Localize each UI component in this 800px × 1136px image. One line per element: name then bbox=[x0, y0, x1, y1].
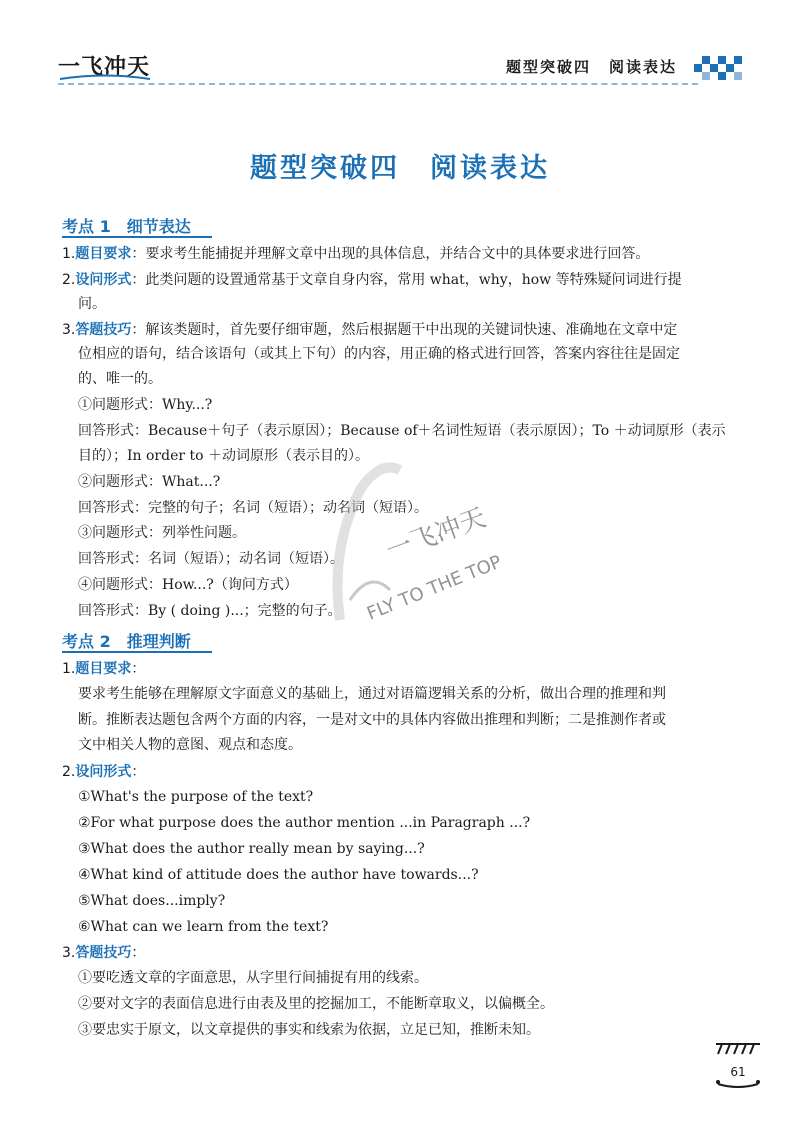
item-text: ：解该类题时，首先要仔细审题，然后根据题干中出现的关键词快速、准确地在文章中定 bbox=[131, 322, 678, 338]
item-1-2-cont: 问。 bbox=[78, 296, 106, 312]
item-text: ：要求考生能捕捉并理解文章中出现的具体信息，并结合文中的具体要求进行回答。 bbox=[131, 246, 650, 262]
watermark-cn: 一飞冲天 bbox=[382, 502, 491, 567]
item-number: 1. bbox=[62, 246, 76, 262]
item-label: 设问形式 bbox=[75, 764, 132, 780]
item-1-3-cont: 位相应的语句，结合该语句（或其上下句）的内容，用正确的格式进行回答，答案内容往往是固定 bbox=[78, 346, 680, 362]
item-1-2 bbox=[62, 270, 682, 290]
section-heading-1: 考点 1 细节表达 bbox=[62, 217, 191, 236]
item-1-1 bbox=[62, 244, 649, 264]
item-label: 答题技巧 bbox=[75, 945, 132, 961]
item-2-2 bbox=[62, 762, 145, 782]
question-6: ⑥What can we learn from the text? bbox=[78, 919, 329, 935]
logo-swoosh-icon bbox=[60, 74, 150, 82]
checker-pattern-icon bbox=[694, 48, 742, 80]
sub-line-5: 回答形式：完整的句子；名词（短语）；动名词（短语）。 bbox=[78, 500, 428, 516]
section-heading-2: 考点 2 推理判断 bbox=[62, 632, 191, 651]
page-header bbox=[0, 0, 800, 90]
item-text: ：此类问题的设置通常基于文章自身内容，常用 what，why，how 等特殊疑问词进行提 bbox=[131, 272, 682, 288]
sub-line-2: 回答形式：Because＋句子（表示原因）；Because of＋名词性短语（表示原因）；To ＋动词原形（表示 bbox=[78, 423, 726, 439]
watermark-logo-icon bbox=[320, 450, 550, 630]
watermark-en: FLY TO THE TOP bbox=[364, 551, 505, 625]
item-1-3 bbox=[62, 320, 677, 340]
header-topic-name: 阅读表达 bbox=[609, 58, 678, 76]
item-label: 题目要求 bbox=[75, 246, 132, 262]
item-2-1 bbox=[62, 659, 145, 679]
page-number: 61 bbox=[730, 1065, 746, 1079]
logo-text: 一飞冲天 bbox=[58, 55, 151, 80]
item-text: ： bbox=[131, 661, 146, 677]
question-1: ①What's the purpose of the text? bbox=[78, 789, 314, 805]
item-2-3 bbox=[62, 943, 145, 963]
item-number: 3. bbox=[62, 322, 76, 338]
sub-line-6: ③问题形式：列举性问题。 bbox=[78, 525, 246, 541]
page-title: 题型突破四 阅读表达 bbox=[250, 153, 550, 184]
tip-1: ①要吃透文章的字面意思，从字里行间捕捉有用的线索。 bbox=[78, 970, 428, 986]
para-line-2: 断。推断表达题包含两个方面的内容，一是对文中的具体内容做出推理和判断；二是推测作者或 bbox=[78, 712, 666, 728]
sub-line-4: ②问题形式：What...? bbox=[78, 474, 221, 490]
question-4: ④What kind of attitude does the author have towards...? bbox=[78, 867, 479, 883]
header-part: 题型突破四 bbox=[506, 58, 592, 76]
item-number: 1. bbox=[62, 661, 76, 677]
section-underline-2 bbox=[62, 651, 212, 653]
header-divider bbox=[58, 83, 698, 85]
question-2: ②For what purpose does the author mention ...in Paragraph ...? bbox=[78, 815, 531, 831]
section-underline-1 bbox=[62, 236, 212, 238]
sub-line-8: ④问题形式：How...?（询问方式） bbox=[78, 577, 298, 593]
item-1-3-cont2: 的、唯一的。 bbox=[78, 371, 162, 387]
item-text: ： bbox=[131, 764, 146, 780]
sub-line-7: 回答形式：名词（短语）；动名词（短语）。 bbox=[78, 551, 344, 567]
question-3: ③What does the author really mean by saying...? bbox=[78, 841, 425, 857]
item-number: 3. bbox=[62, 945, 76, 961]
para-line-3: 文中相关人物的意图、观点和态度。 bbox=[78, 737, 302, 753]
item-text: ： bbox=[131, 945, 146, 961]
item-number: 2. bbox=[62, 764, 76, 780]
sub-line-9: 回答形式：By ( doing )...；完整的句子。 bbox=[78, 603, 342, 619]
tip-3: ③要忠实于原文，以文章提供的事实和线索为依据，立足已知，推断未知。 bbox=[78, 1022, 540, 1038]
tip-2: ②要对文字的表面信息进行由表及里的挖掘加工，不能断章取义，以偏概全。 bbox=[78, 996, 554, 1012]
item-label: 设问形式 bbox=[75, 272, 132, 288]
item-label: 答题技巧 bbox=[75, 322, 132, 338]
para-line-1: 要求考生能够在理解原文字面意义的基础上，通过对语篇逻辑关系的分析，做出合理的推理和判 bbox=[78, 686, 666, 702]
sub-line-1: ①问题形式：Why...? bbox=[78, 397, 213, 413]
sub-line-3: 目的）；In order to ＋动词原形（表示目的）。 bbox=[78, 448, 370, 464]
item-label: 题目要求 bbox=[75, 661, 132, 677]
header-topic bbox=[506, 56, 695, 77]
question-5: ⑤What does...imply? bbox=[78, 893, 226, 909]
item-number: 2. bbox=[62, 272, 76, 288]
